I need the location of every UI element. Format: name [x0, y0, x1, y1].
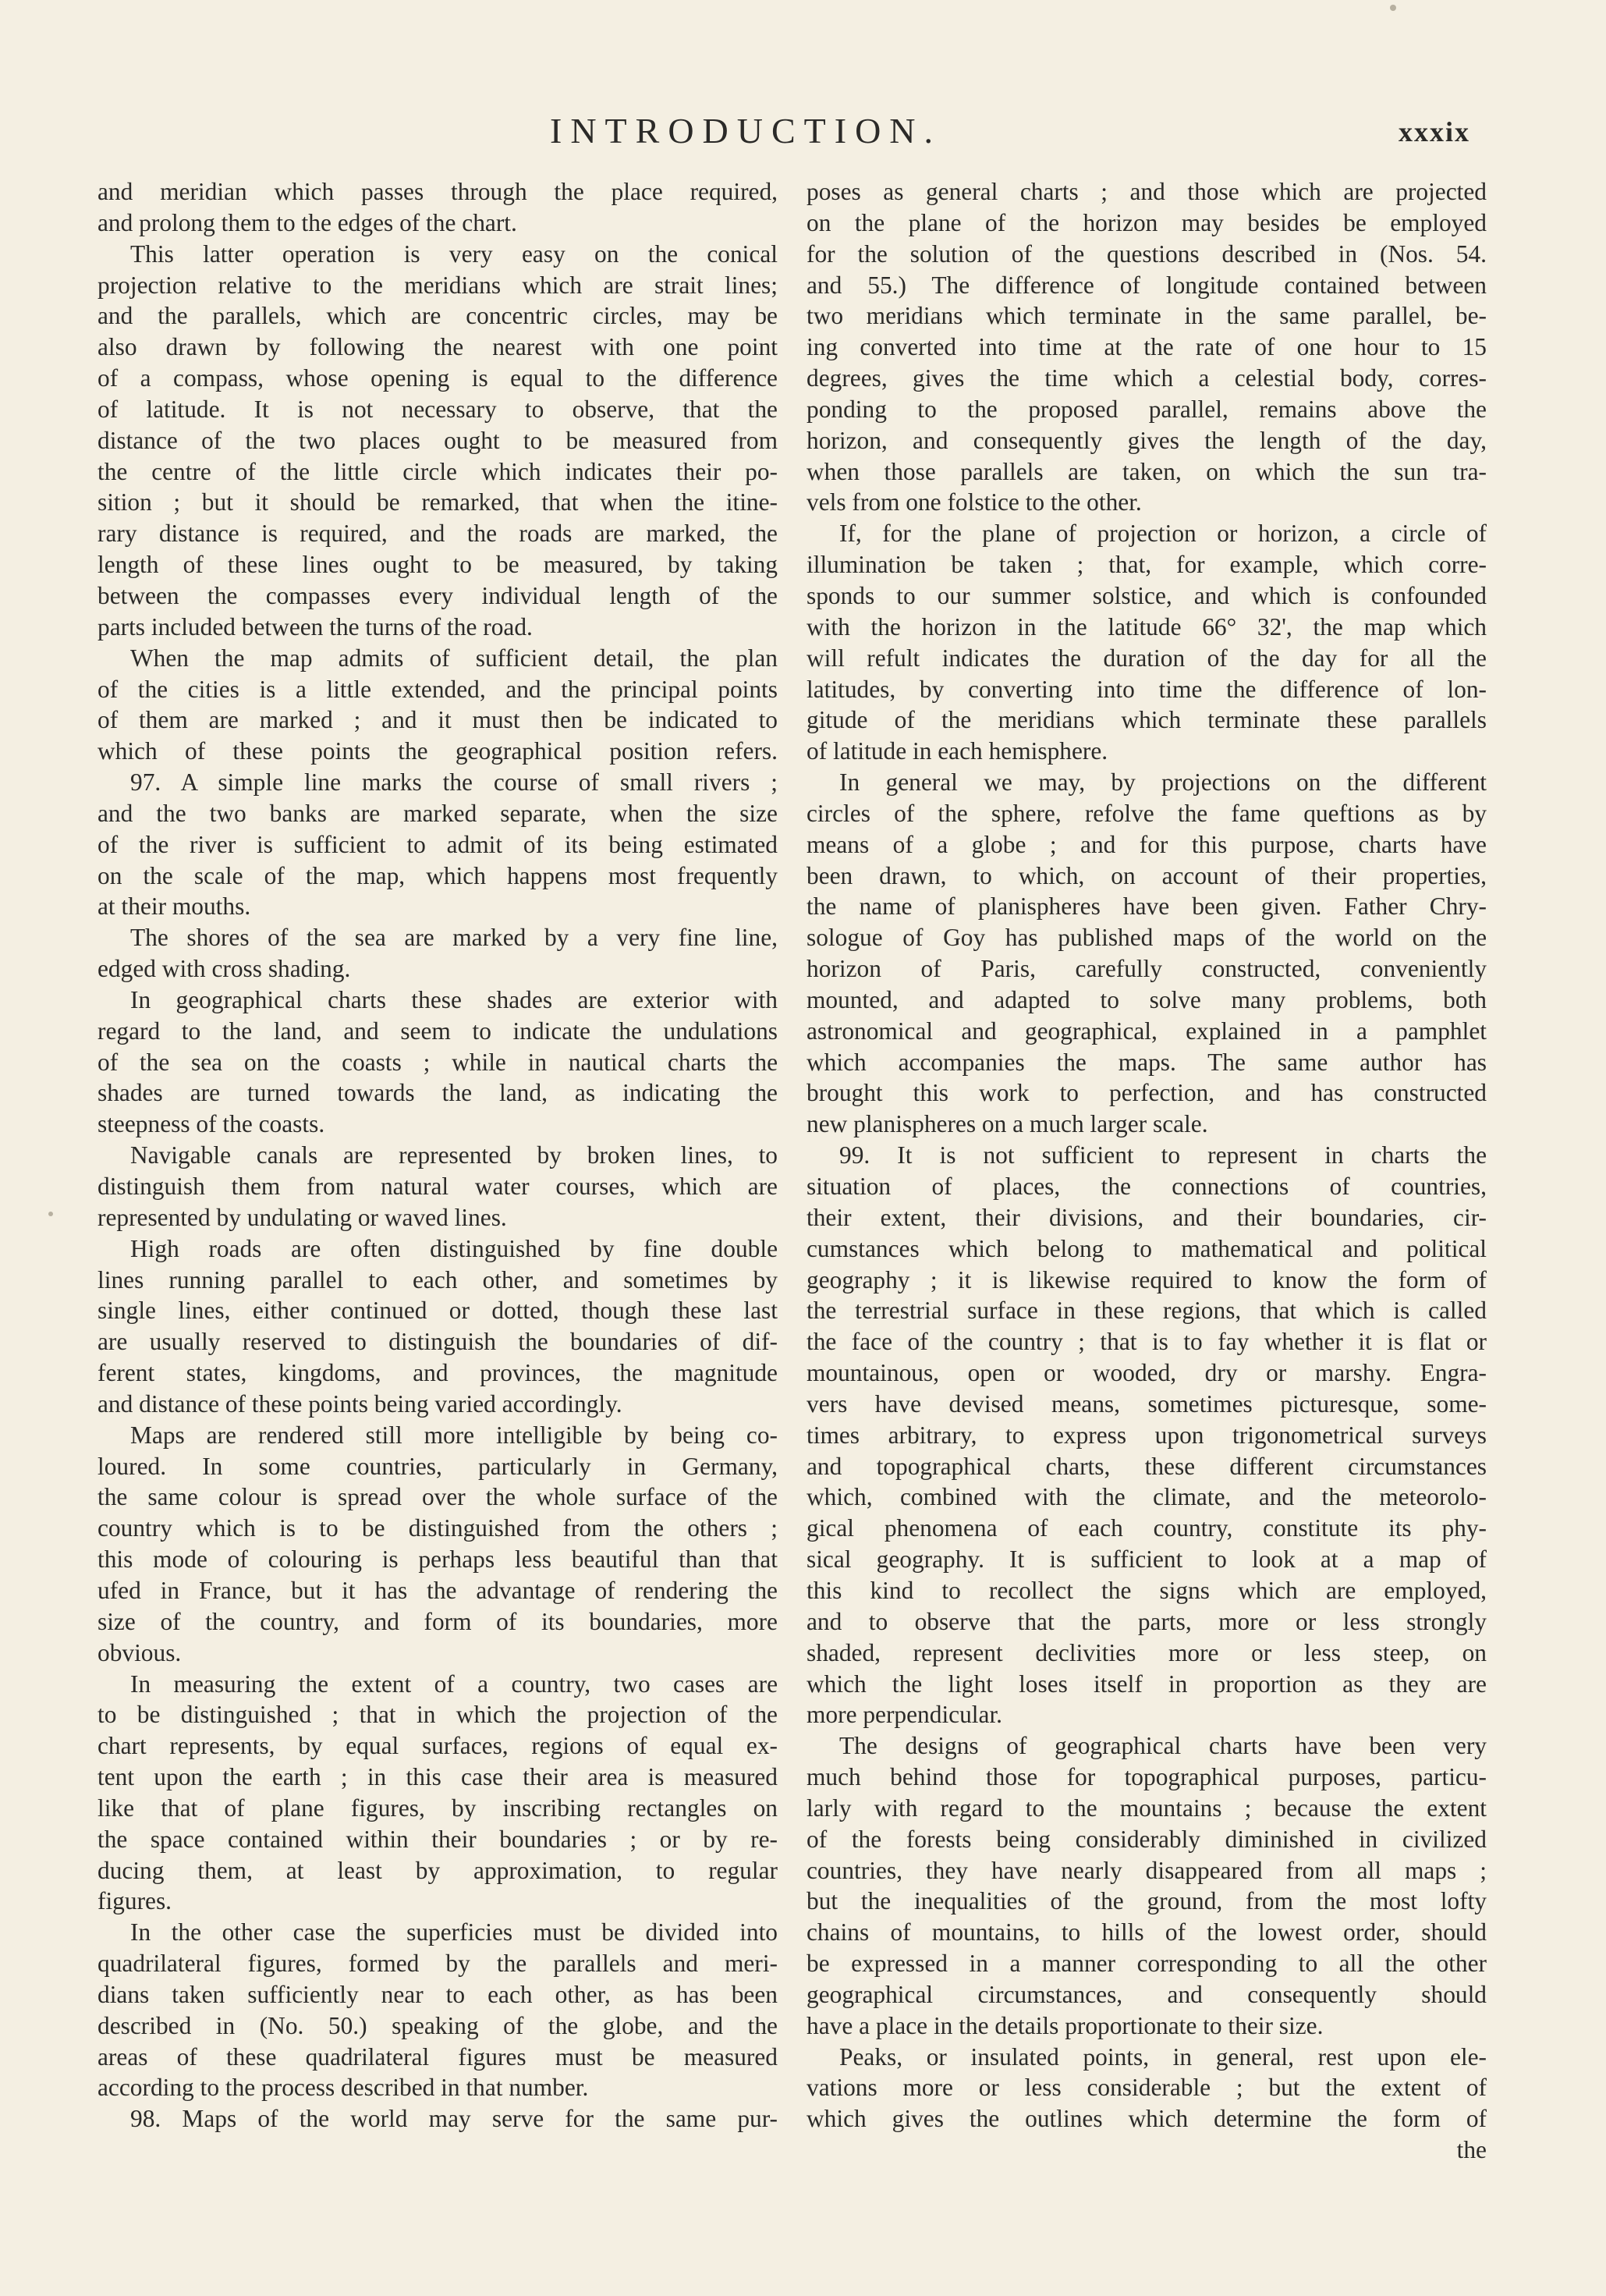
text-line: poses as general charts ; and those which are projected — [807, 178, 1487, 205]
text-line: vations more or less considerable ; but the extent of — [807, 2074, 1487, 2102]
text-line: brought this work to perfection, and has constructed — [807, 1079, 1487, 1107]
text-line: and meridian which passes through the place required, — [97, 178, 778, 205]
text-line: shades are turned towards the land, as indicating the — [97, 1079, 778, 1107]
text-line: quadrilateral figures, formed by the parallels and meri- — [97, 1950, 778, 1978]
text-line: loured. In some countries, particularly in Germany, — [97, 1452, 778, 1480]
text-line: but the inequalities of the ground, from the most lofty — [807, 1887, 1487, 1915]
text-line: obvious. — [97, 1638, 182, 1666]
text-line: mountainous, open or wooded, dry or marshy. Engra- — [807, 1359, 1487, 1387]
text-line: and the two banks are marked separate, when the size — [97, 799, 778, 827]
text-line: single lines, either continued or dotted, though these last — [97, 1297, 778, 1325]
text-line: to be distinguished ; that in which the projection of the — [97, 1701, 778, 1729]
text-line: much behind those for topographical purposes, particu- — [807, 1763, 1487, 1791]
text-line: Navigable canals are represented by broken lines, to — [130, 1141, 778, 1169]
text-line: of the forests being considerably diminished in civilized — [807, 1825, 1487, 1853]
text-line: and distance of these points being varied accordingly. — [97, 1389, 622, 1418]
text-line: rary distance is required, and the roads are marked, the — [97, 520, 778, 548]
text-line: with the horizon in the latitude 66° 32', the map which — [807, 612, 1487, 641]
text-line: gitude of the meridians which terminate these parallels — [807, 706, 1487, 734]
text-line: more perpendicular. — [807, 1701, 1003, 1729]
text-line: shaded, represent declivities more or less steep, on — [807, 1638, 1487, 1666]
text-line: the — [1456, 2136, 1487, 2164]
text-line: represented by undulating or waved lines. — [97, 1203, 507, 1231]
text-line: and the parallels, which are concentric circles, may be — [97, 302, 778, 330]
text-line: 99. It is not sufficient to represent in charts the — [839, 1141, 1487, 1169]
text-line: the same colour is spread over the whole surface of the — [97, 1483, 778, 1511]
text-line: of latitude. It is not necessary to observe, that the — [97, 395, 778, 423]
text-line: between the compasses every individual length of the — [97, 581, 778, 609]
text-line: sition ; but it should be remarked, that when the itine- — [97, 488, 778, 516]
text-line: like that of plane figures, by inscribing rectangles on — [97, 1794, 778, 1822]
text-line: of the river is sufficient to admit of its being estimated — [97, 830, 778, 858]
text-line: described in (No. 50.) speaking of the globe, and the — [97, 2011, 778, 2039]
text-line: which of these points the geographical position refers. — [97, 737, 778, 765]
text-line: Maps are rendered still more intelligible by being co- — [130, 1421, 778, 1449]
text-line: means of a globe ; and for this purpose, charts have — [807, 830, 1487, 858]
text-line: of latitude in each hemisphere. — [807, 737, 1108, 765]
text-line: 97. A simple line marks the course of small rivers ; — [130, 768, 778, 797]
text-line: be expressed in a manner corresponding to all the other — [807, 1950, 1487, 1978]
text-line: If, for the plane of projection or horizon, a circle of — [839, 520, 1487, 548]
text-line: on the scale of the map, which happens most frequently — [97, 861, 778, 889]
text-line: times arbitrary, to express upon trigonometrical surveys — [807, 1421, 1487, 1449]
text-line: the face of the country ; that is to fay whether it is flat or — [807, 1328, 1487, 1356]
text-line: according to the process described in that number. — [97, 2074, 589, 2102]
text-line: horizon, and consequently gives the length of the day, — [807, 426, 1487, 454]
text-line: also drawn by following the nearest with one point — [97, 333, 778, 361]
text-line: sical geography. It is sufficient to look at a map of — [807, 1545, 1487, 1574]
text-line: of the cities is a little extended, and the principal points — [97, 675, 778, 703]
text-line: and 55.) The difference of longitude contained between — [807, 271, 1487, 299]
text-line: High roads are often distinguished by fine double — [130, 1234, 778, 1262]
text-line: of a compass, whose opening is equal to the difference — [97, 364, 778, 392]
page-header — [0, 108, 1606, 154]
text-line: this mode of colouring is perhaps less beautiful than that — [97, 1545, 778, 1574]
text-line: The designs of geographical charts have been very — [839, 1732, 1487, 1760]
text-line: 98. Maps of the world may serve for the same pur- — [130, 2105, 778, 2133]
text-line: of them are marked ; and it must then be indicated to — [97, 706, 778, 734]
right-text-column — [807, 176, 1487, 2166]
text-line: circles of the sphere, refolve the fame queftions as by — [807, 799, 1487, 827]
text-line: In measuring the extent of a country, two cases are — [130, 1670, 778, 1698]
text-line: When the map admits of sufficient detail, the plan — [130, 644, 778, 672]
text-line: ponding to the proposed parallel, remains above the — [807, 395, 1487, 423]
text-line: sologue of Goy has published maps of the world on the — [807, 924, 1487, 952]
left-text-column — [97, 176, 778, 2135]
text-line: degrees, gives the time which a celestial body, corres- — [807, 364, 1487, 392]
text-line: at their mouths. — [97, 892, 251, 921]
text-line: ing converted into time at the rate of one hour to 15 — [807, 333, 1487, 361]
text-line: figures. — [97, 1887, 172, 1915]
text-line: ducing them, at least by approximation, to regular — [97, 1856, 778, 1884]
text-line: horizon of Paris, carefully constructed, conveniently — [807, 955, 1487, 983]
text-line: In the other case the superficies must be divided into — [130, 1918, 778, 1946]
text-line: the terrestrial surface in these regions, that which is called — [807, 1297, 1487, 1325]
text-line: ufed in France, but it has the advantage of rendering the — [97, 1576, 778, 1604]
page-number: xxxix — [1399, 116, 1471, 147]
running-title: INTRODUCTION. — [550, 111, 942, 151]
text-line: when those parallels are taken, on which the sun tra- — [807, 457, 1487, 485]
text-line: In general we may, by projections on the different — [839, 768, 1487, 797]
text-line: which, combined with the climate, and the meteorolo- — [807, 1483, 1487, 1511]
text-line: distinguish them from natural water courses, which are — [97, 1173, 778, 1200]
text-line: In geographical charts these shades are exterior with — [130, 985, 778, 1013]
text-line: which gives the outlines which determine the form of — [807, 2105, 1487, 2133]
text-line: and to observe that the parts, more or less strongly — [807, 1607, 1487, 1635]
text-line: projection relative to the meridians which are strait lines; — [97, 271, 778, 299]
paper-speck — [48, 1212, 53, 1216]
text-line: regard to the land, and seem to indicate the undulations — [97, 1017, 778, 1045]
text-line: sponds to our summer solstice, and which is confounded — [807, 581, 1487, 609]
text-line: vels from one folstice to the other. — [807, 488, 1142, 516]
text-line: country which is to be distinguished from the others ; — [97, 1514, 778, 1542]
text-line: mounted, and adapted to solve many problems, both — [807, 985, 1487, 1013]
text-line: the name of planispheres have been given. Father Chry- — [807, 892, 1487, 921]
paper-speck — [1390, 5, 1396, 11]
text-line: steepness of the coasts. — [97, 1110, 325, 1138]
text-line: which accompanies the maps. The same author has — [807, 1048, 1487, 1076]
text-line: Peaks, or insulated points, in general, rest upon ele- — [839, 2042, 1487, 2071]
text-line: geography ; it is likewise required to know the form of — [807, 1265, 1487, 1293]
text-line: are usually reserved to distinguish the boundaries of dif- — [97, 1328, 778, 1356]
text-line: larly with regard to the mountains ; because the extent — [807, 1794, 1487, 1822]
text-line: lines running parallel to each other, and sometimes by — [97, 1265, 778, 1293]
text-line: geographical circumstances, and consequently should — [807, 1980, 1487, 2008]
text-line: the space contained within their boundaries ; or by re- — [97, 1825, 778, 1853]
text-line: have a place in the details proportionate to their size. — [807, 2011, 1324, 2039]
text-line: The shores of the sea are marked by a very fine line, — [130, 924, 778, 952]
text-line: two meridians which terminate in the same parallel, be- — [807, 302, 1487, 330]
text-line: their extent, their divisions, and their boundaries, cir- — [807, 1203, 1487, 1231]
text-line: gical phenomena of each country, constitute its phy- — [807, 1514, 1487, 1542]
text-line: tent upon the earth ; in this case their area is measured — [97, 1763, 778, 1791]
text-line: for the solution of the questions described in (Nos. 54. — [807, 240, 1487, 268]
text-line: latitudes, by converting into time the difference of lon- — [807, 675, 1487, 703]
text-line: dians taken sufficiently near to each other, as has been — [97, 1980, 778, 2008]
text-line: countries, they have nearly disappeared from all maps ; — [807, 1856, 1487, 1884]
text-line: of the sea on the coasts ; while in nautical charts the — [97, 1048, 778, 1076]
text-line: astronomical and geographical, explained in a pamphlet — [807, 1017, 1487, 1045]
text-line: chains of mountains, to hills of the lowest order, should — [807, 1918, 1487, 1946]
text-line: will refult indicates the duration of the day for all the — [807, 644, 1487, 672]
text-line: which the light loses itself in proportion as they are — [807, 1670, 1487, 1698]
text-line: been drawn, to which, on account of their properties, — [807, 861, 1487, 889]
text-line: length of these lines ought to be measured, by taking — [97, 551, 778, 579]
text-line: parts included between the turns of the road. — [97, 612, 533, 641]
text-line: vers have devised means, sometimes picturesque, some- — [807, 1389, 1487, 1418]
text-line: illumination be taken ; that, for example, which corre- — [807, 551, 1487, 579]
text-line: situation of places, the connections of countries, — [807, 1173, 1487, 1200]
text-line: this kind to recollect the signs which are employed, — [807, 1576, 1487, 1604]
text-line: This latter operation is very easy on the conical — [130, 240, 778, 268]
text-line: cumstances which belong to mathematical and political — [807, 1234, 1487, 1262]
text-line: the centre of the little circle which indicates their po- — [97, 457, 778, 485]
text-line: ferent states, kingdoms, and provinces, the magnitude — [97, 1359, 778, 1387]
text-line: size of the country, and form of its boundaries, more — [97, 1607, 778, 1635]
text-line: on the plane of the horizon may besides be employed — [807, 208, 1487, 236]
text-line: edged with cross shading. — [97, 955, 351, 983]
text-line: and topographical charts, these different circumstances — [807, 1452, 1487, 1480]
text-line: and prolong them to the edges of the chart. — [97, 208, 517, 236]
text-line: areas of these quadrilateral figures must be measured — [97, 2042, 778, 2071]
text-line: chart represents, by equal surfaces, regions of equal ex- — [97, 1732, 778, 1760]
text-line: new planispheres on a much larger scale. — [807, 1110, 1208, 1138]
text-line: distance of the two places ought to be measured from — [97, 426, 778, 454]
